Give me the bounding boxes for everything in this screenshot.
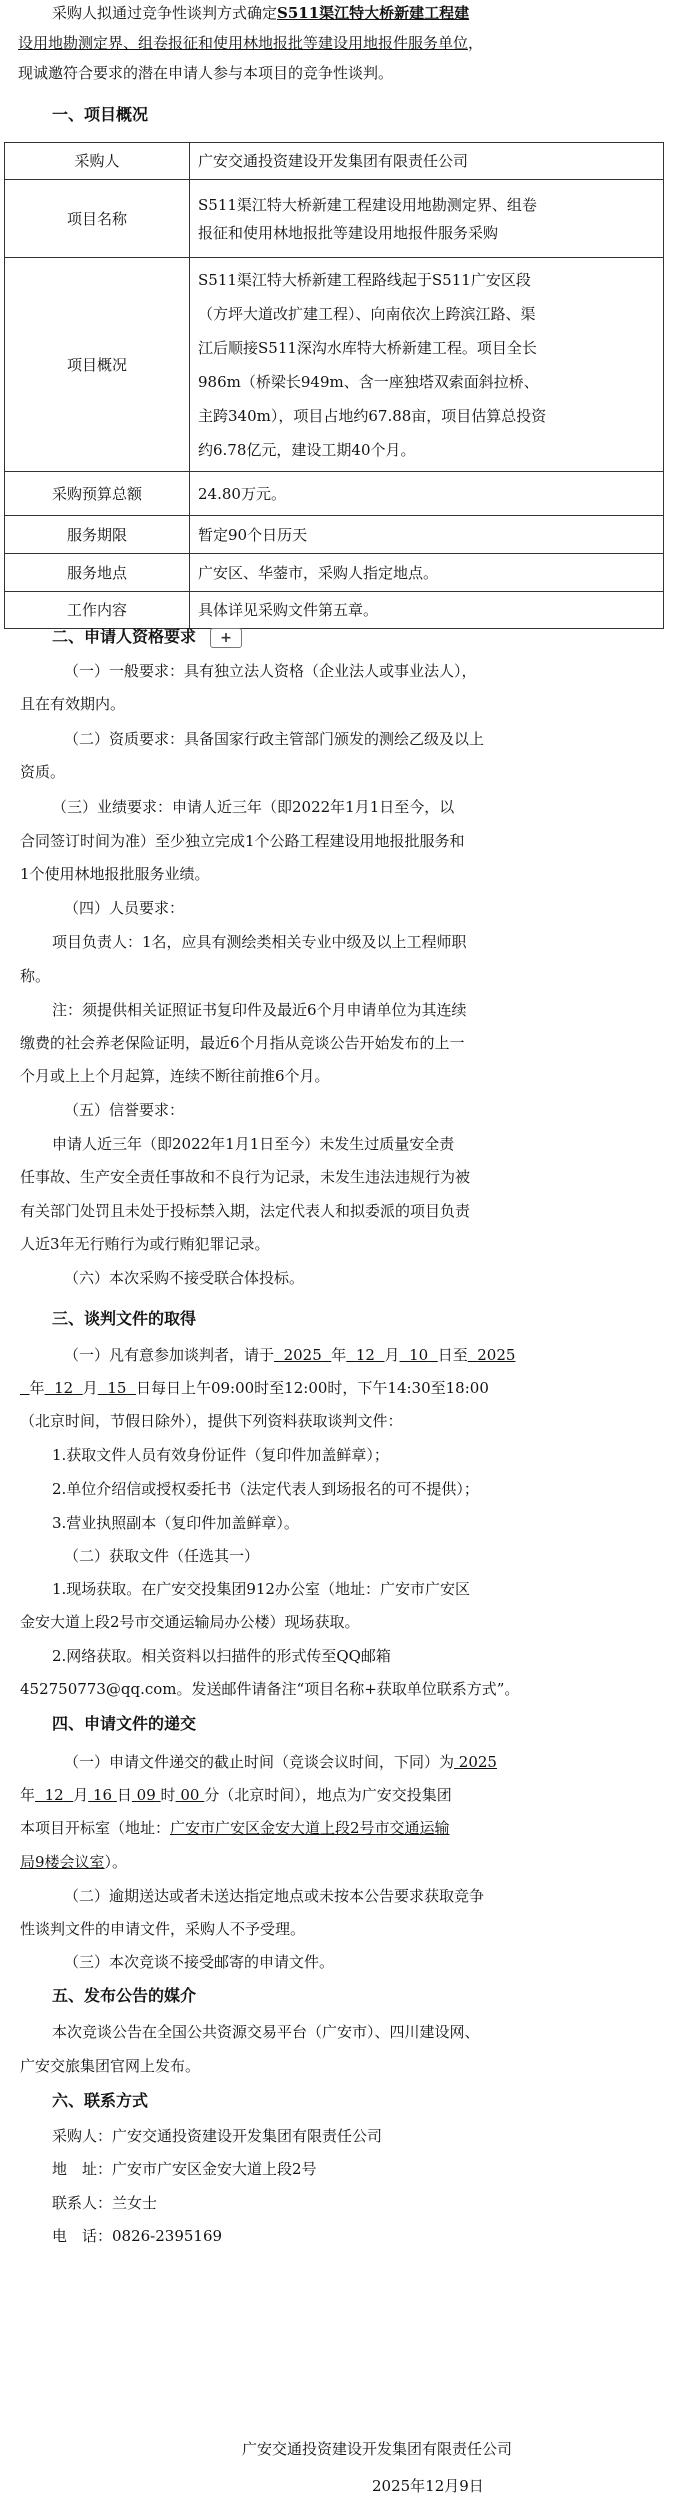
s3-end-year: 2025: [477, 1346, 516, 1364]
section-title-6: 六、联系方式: [52, 2091, 149, 2110]
table-value-line: 约6.78亿元，建设工期40个月。: [198, 440, 416, 459]
s4-hour-label: 时: [160, 1786, 176, 1804]
table-row: [5, 180, 664, 258]
table-key: 项目概况: [5, 258, 190, 472]
qualification-line: 个月或上上个月起算，连续不断往前推6个月。: [20, 1067, 330, 1085]
s4-line-1: [0, 1751, 673, 1773]
section-title-2-text: 二、申请人资格要求: [52, 627, 197, 646]
section-title-4: 四、申请文件的递交: [52, 1714, 197, 1733]
qualification-line: （二）资质要求：具备国家行政主管部门颁发的测绘乙级及以上: [64, 730, 485, 748]
s3-line-3: （北京时间，节假日除外），提供下列资料获取谈判文件：: [20, 1412, 403, 1430]
table-key: 采购人: [5, 143, 190, 180]
table-value-line: （方坪大道改扩建工程）、向南依次上跨滨江路、渠: [198, 304, 536, 323]
contact-purchaser: 采购人：广安交通投资建设开发集团有限责任公司: [52, 2127, 383, 2145]
qualification-line: 合同签订时间为准）至少独立完成1个公路工程建设用地报批服务和: [20, 832, 465, 850]
s3-to: 日至: [437, 1346, 468, 1364]
qualification-line: （五）信誉要求：: [64, 1101, 185, 1119]
table-value-line: S511渠江特大桥新建工程建设用地勘测定界、组卷: [198, 195, 537, 214]
s4-month: 12: [44, 1786, 64, 1804]
qualification-line: 项目负责人：1名，应具有测绘类相关专业中级及以上工程师职: [52, 933, 467, 951]
s3-item-1: 1.获取文件人员有效身份证件（复印件加盖鲜章）；: [52, 1446, 389, 1464]
s5-line-1: 本次竞谈公告在全国公共资源交易平台（广安市）、四川建设网、: [52, 2023, 480, 2041]
intro-text: 采购人拟通过竞争性谈判方式确定: [52, 4, 278, 22]
s3-item-2: 2.单位介绍信或授权委托书（法定代表人到场报名的可不提供）；: [52, 1480, 479, 1498]
s4-year-label: 年: [20, 1786, 36, 1804]
intro-line-3: 现诚邀符合要求的潜在申请人参与本项目的竞争性谈判。: [18, 64, 394, 82]
qualification-line: 申请人近三年（即2022年1月1日至今）未发生过质量安全责: [52, 1135, 455, 1153]
intro-project-name: S511渠江特大桥新建工程建: [277, 4, 470, 22]
s3-hours: 日每日上午09:00时至12:00时，下午14:30至18:00: [135, 1379, 489, 1397]
table-row: [5, 143, 664, 180]
s4-day-label: 日: [116, 1786, 132, 1804]
table-key: 采购预算总额: [5, 472, 190, 516]
qualification-line: 有关部门处罚且未处于投标禁入期，法定代表人和拟委派的项目负责: [20, 1202, 471, 1220]
s3-year-label: 年: [331, 1346, 347, 1364]
expand-plus-icon[interactable]: +: [210, 628, 242, 648]
section-title-2: [0, 626, 673, 648]
intro-project-name-cont: 设用地勘测定界、组卷报征和使用林地报批等建设用地报件服务单位: [18, 34, 469, 52]
table-key: 工作内容: [5, 592, 190, 629]
table-value: 24.80万元。: [190, 472, 664, 516]
s4-line-6: 性谈判文件的申请文件，采购人不予受理。: [20, 1920, 306, 1938]
table-key: 服务地点: [5, 554, 190, 592]
s3-month-label: 月: [384, 1346, 400, 1364]
s4-address-pre: 本项目开标室（地址：: [20, 1819, 171, 1837]
table-value: 具体详见采购文件第五章。: [190, 592, 664, 629]
s4-location: 分（北京时间），地点为广安交投集团: [204, 1786, 452, 1804]
signature-date: 2025年12月9日: [372, 2477, 484, 2495]
signature-org: 广安交通投资建设开发集团有限责任公司: [242, 2440, 513, 2458]
s4-minute: 00: [180, 1786, 200, 1804]
section-title-3: 三、谈判文件的取得: [52, 1309, 197, 1328]
contact-person: 联系人：兰女士: [52, 2194, 158, 2212]
qualification-line: 1个使用林地报批服务业绩。: [20, 865, 210, 883]
s4-line-7: （三）本次竞谈不接受邮寄的申请文件。: [64, 1953, 335, 1971]
table-value: 暂定90个日历天: [190, 516, 664, 554]
s4-address-post: ）。: [104, 1853, 128, 1871]
s4-line-5: （二）逾期送达或者未送达指定地点或未按本公告要求获取竞争: [64, 1887, 485, 1905]
s3-line-1: [0, 1344, 673, 1366]
s4-address: 广安市广安区金安大道上段2号市交通运输: [170, 1819, 450, 1837]
table-row: [5, 554, 664, 592]
section-title-5: 五、发布公告的媒介: [52, 1986, 197, 2005]
s3-start-month: 12: [355, 1346, 375, 1364]
table-value: 广安交通投资建设开发集团有限责任公司: [190, 143, 664, 180]
table-value-line: S511渠江特大桥新建工程路线起于S511广安区段: [198, 270, 531, 289]
s4-address-cont: 局9楼会议室: [20, 1853, 105, 1871]
qualification-line: 资质。: [20, 763, 66, 781]
qualification-line: 且在有效期内。: [20, 695, 126, 713]
s3-end-month: 12: [54, 1379, 74, 1397]
s3-end-day: 15: [107, 1379, 127, 1397]
s4-line-3: [0, 1817, 673, 1839]
s3-month-label-2: 月: [82, 1379, 98, 1397]
s3-text: （一）凡有意参加谈判者，请于: [64, 1346, 275, 1364]
s3-year-label-2: 年: [29, 1379, 45, 1397]
table-value: [190, 258, 664, 472]
project-overview-table: [4, 142, 664, 629]
s4-month-label: 月: [73, 1786, 89, 1804]
s3-method-2b: 452750773@qq.com。发送邮件请备注“项目名称+获取单位联系方式”。: [20, 1680, 520, 1698]
intro-line-1: [0, 2, 673, 24]
qualification-line: 缴费的社会养老保险证明，最近6个月指从竞谈公告开始发布的上一: [20, 1034, 465, 1052]
s3-start-day: 10: [409, 1346, 429, 1364]
s4-year: 2025: [458, 1753, 497, 1771]
s4-line-4: [0, 1851, 673, 1873]
section-title-1: 一、项目概况: [52, 105, 149, 124]
table-row: [5, 516, 664, 554]
qualification-line: 人近3年无行贿行为或行贿犯罪记录。: [20, 1235, 270, 1253]
table-key: 项目名称: [5, 180, 190, 258]
s4-hour: 09: [136, 1786, 156, 1804]
contact-address: 地 址：广安市广安区金安大道上段2号: [52, 2160, 317, 2178]
table-row: [5, 472, 664, 516]
intro-line-2: [0, 32, 673, 54]
qualification-line: （六）本次采购不接受联合体投标。: [64, 1269, 305, 1287]
qualification-line: （一）一般要求：具有独立法人资格（企业法人或事业法人），: [64, 662, 477, 680]
table-value-line: 主跨340m），项目占地约67.88亩，项目估算总投资: [198, 406, 547, 425]
s3-start-year: 2025: [283, 1346, 322, 1364]
contact-phone: 电 话：0826-2395169: [52, 2227, 223, 2245]
qualification-line: 任事故、生产安全责任事故和不良行为记录，未发生违法违规行为被: [20, 1168, 471, 1186]
intro-punct: ，: [468, 34, 484, 52]
s4-day: 16: [93, 1786, 113, 1804]
qualification-line: （三）业绩要求：申请人近三年（即2022年1月1日至今，以: [52, 798, 455, 816]
s5-line-2: 广安交旅集团官网上发布。: [20, 2057, 201, 2075]
qualification-line: （四）人员要求：: [64, 899, 185, 917]
table-key: 服务期限: [5, 516, 190, 554]
s3-method-title: （二）获取文件（任选其一）: [64, 1547, 260, 1565]
s3-method-2a: 2.网络获取。相关资料以扫描件的形式传至QQ邮箱: [52, 1647, 391, 1665]
table-row: [5, 592, 664, 629]
s3-method-1a: 1.现场获取。在广安交投集团912办公室（地址：广安市广安区: [52, 1580, 470, 1598]
table-value: [190, 180, 664, 258]
qualification-line: 注：须提供相关证照证书复印件及最近6个月申请单位为其连续: [52, 1001, 467, 1019]
table-row: [5, 258, 664, 472]
qualification-line: 称。: [20, 967, 51, 985]
table-value: 广安区、华蓥市，采购人指定地点。: [190, 554, 664, 592]
s3-item-3: 3.营业执照副本（复印件加盖鲜章）。: [52, 1514, 299, 1532]
s3-method-1b: 金安大道上段2号市交通运输局办公楼）现场获取。: [20, 1613, 360, 1631]
table-value-line: 江后顺接S511深沟水库特大桥新建工程。项目全长: [198, 338, 537, 357]
s4-line-2: [0, 1784, 673, 1806]
table-value-line: 报征和使用林地报批等建设用地报件服务采购: [198, 223, 499, 242]
s3-line-2: [0, 1377, 673, 1399]
table-value-line: 986m（桥梁长949m、含一座独塔双索面斜拉桥、: [198, 372, 539, 391]
s4-text: （一）申请文件递交的截止时间（竞谈会议时间，下同）为: [64, 1753, 455, 1771]
